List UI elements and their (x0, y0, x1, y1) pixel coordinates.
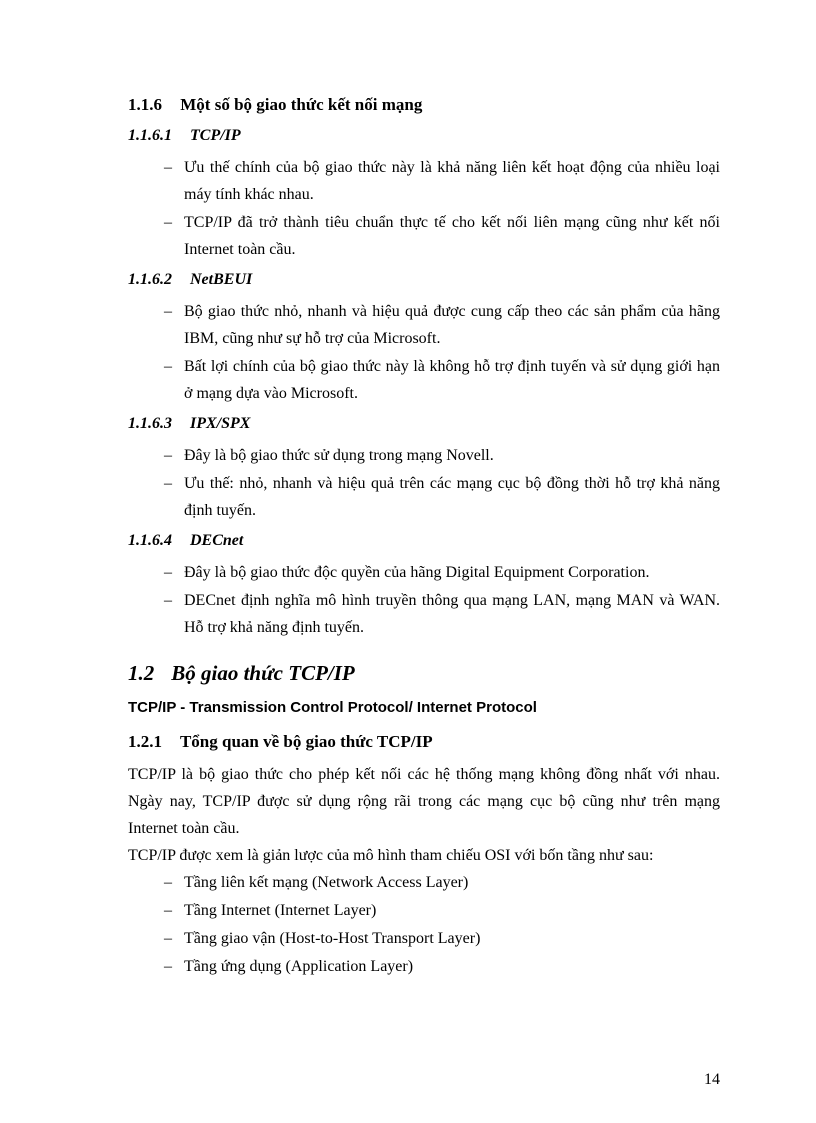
list-item: – Tầng Internet (Internet Layer) (184, 897, 720, 925)
list-item: – Ưu thế: nhỏ, nhanh và hiệu quả trên các mạng cục bộ đồng thời hỗ trợ khả năng định tuyến. (184, 470, 720, 524)
page-number: 14 (704, 1071, 720, 1088)
list-item: – Đây là bộ giao thức độc quyền của hãng Digital Equipment Corporation. (184, 559, 720, 586)
bullet-list-tcpip (128, 154, 720, 263)
paragraph-intro: TCP/IP là bộ giao thức cho phép kết nối các hệ thống mạng không đồng nhất với nhau. Ngày nay, TCP/IP được sử dụng rộng rãi trong các mạng cục bộ cũng như trên mạng Internet toàn cầu. (128, 766, 720, 837)
subsection-heading-ipxspx: 1.1.6.3 IPX/SPX (128, 415, 251, 432)
subsection-heading-netbeui: 1.1.6.2 NetBEUI (128, 271, 253, 288)
bullet-list-netbeui (128, 298, 720, 407)
subsection-heading-tcpip: 1.1.6.1 TCP/IP (128, 127, 241, 144)
list-item: – Tầng liên kết mạng (Network Access Layer) (184, 869, 720, 897)
list-item: – Tầng ứng dụng (Application Layer) (184, 953, 720, 981)
list-item: – TCP/IP đã trở thành tiêu chuẩn thực tế cho kết nối liên mạng cũng như kết nối Internet toàn cầu. (184, 209, 720, 263)
section-heading-1-1-6: 1.1.6 Một số bộ giao thức kết nối mạng (128, 95, 423, 114)
list-item: – Bất lợi chính của bộ giao thức này là không hỗ trợ định tuyến và sử dụng giới hạn ở mạng dựa vào Microsoft. (184, 353, 720, 407)
paragraph-layers: TCP/IP được xem là giản lược của mô hình tham chiếu OSI với bốn tầng như sau: (128, 847, 654, 864)
section-subtitle: TCP/IP - Transmission Control Protocol/ Internet Protocol (128, 699, 537, 716)
list-item: – Bộ giao thức nhỏ, nhanh và hiệu quả được cung cấp theo các sản phẩm của hãng IBM, cũng như sự hỗ trợ của Microsoft. (184, 298, 720, 352)
bullet-list-ipxspx (128, 442, 720, 524)
page-content (128, 94, 720, 981)
bullet-list-decnet (128, 559, 720, 641)
list-item: – Ưu thế chính của bộ giao thức này là khả năng liên kết hoạt động của nhiều loại máy tính khác nhau. (184, 154, 720, 208)
list-item: – Tầng giao vận (Host-to-Host Transport Layer) (184, 925, 720, 953)
list-item: – Đây là bộ giao thức sử dụng trong mạng Novell. (184, 442, 720, 469)
layer-list (128, 869, 720, 981)
list-item: – DECnet định nghĩa mô hình truyền thông qua mạng LAN, mạng MAN và WAN. Hỗ trợ khả năng định tuyến. (184, 587, 720, 641)
section-heading-1-2-1: 1.2.1 Tổng quan về bộ giao thức TCP/IP (128, 732, 433, 751)
subsection-heading-decnet: 1.1.6.4 DECnet (128, 532, 244, 549)
section-heading-1-2: 1.2 Bộ giao thức TCP/IP (128, 661, 355, 685)
